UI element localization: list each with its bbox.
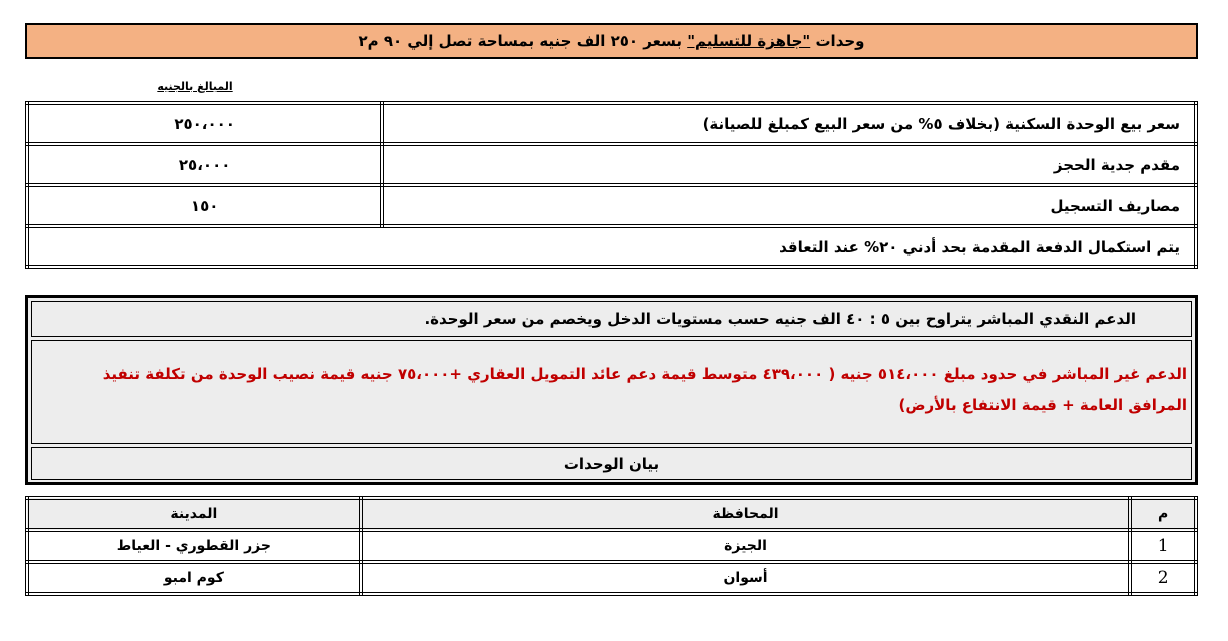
row-governorate: الجيزة [361, 530, 1131, 562]
price-row-sale [27, 103, 1196, 144]
header-city: المدينة [27, 498, 361, 530]
price-row-registration [27, 185, 1196, 226]
down-payment-row [27, 226, 1196, 267]
price-value: ١٥٠ [27, 185, 382, 226]
units-table [25, 496, 1198, 596]
price-label: مصاريف التسجيل [382, 185, 1196, 226]
title-suffix: بسعر ٢٥٠ الف جنيه بمساحة تصل إلي ٩٠ م٢ [358, 32, 682, 50]
row-city: كوم امبو [27, 562, 361, 594]
title-highlight: "جاهزة للتسليم" [687, 32, 811, 50]
direct-support-text: الدعم النقدي المباشر يتراوح بين ٥ : ٤٠ الف جنيه حسب مستويات الدخل ويخصم من سعر الوحدة. [31, 301, 1192, 337]
page-title [25, 23, 1198, 59]
support-section [25, 295, 1198, 485]
down-payment-note: يتم استكمال الدفعة المقدمة بحد أدني ٢٠% عند التعاقد [27, 226, 1196, 267]
units-heading: بيان الوحدات [31, 447, 1192, 480]
price-label: مقدم جدية الحجز [382, 144, 1196, 185]
table-row [27, 562, 1196, 594]
price-value: ٢٥،٠٠٠ [27, 144, 382, 185]
header-num: م [1130, 498, 1196, 530]
currency-note: المبالغ بالجنيه [157, 80, 233, 93]
row-city: جزر القطوري - العياط [27, 530, 361, 562]
prices-table [25, 101, 1198, 269]
units-header-row [27, 498, 1196, 530]
price-label: سعر بيع الوحدة السكنية (بخلاف ٥% من سعر البيع كمبلغ للصيانة) [382, 103, 1196, 144]
indirect-support-text: الدعم غير المباشر في حدود مبلغ ٥١٤،٠٠٠ جنيه ( ٤٣٩،٠٠٠ متوسط قيمة دعم عائد التمويل العقاري +٧٥،٠٠٠ جنيه قيمة نصيب الوحدة من تكلفة تنفيذ المرافق العامة + قيمة الانتفاع بالأرض) [31, 340, 1192, 444]
row-num: 1 [1130, 530, 1196, 562]
title-prefix: وحدات [815, 32, 865, 50]
header-governorate: المحافظة [361, 498, 1131, 530]
price-value: ٢٥٠،٠٠٠ [27, 103, 382, 144]
row-num: 2 [1130, 562, 1196, 594]
table-row [27, 530, 1196, 562]
row-governorate: أسوان [361, 562, 1131, 594]
price-row-deposit [27, 144, 1196, 185]
